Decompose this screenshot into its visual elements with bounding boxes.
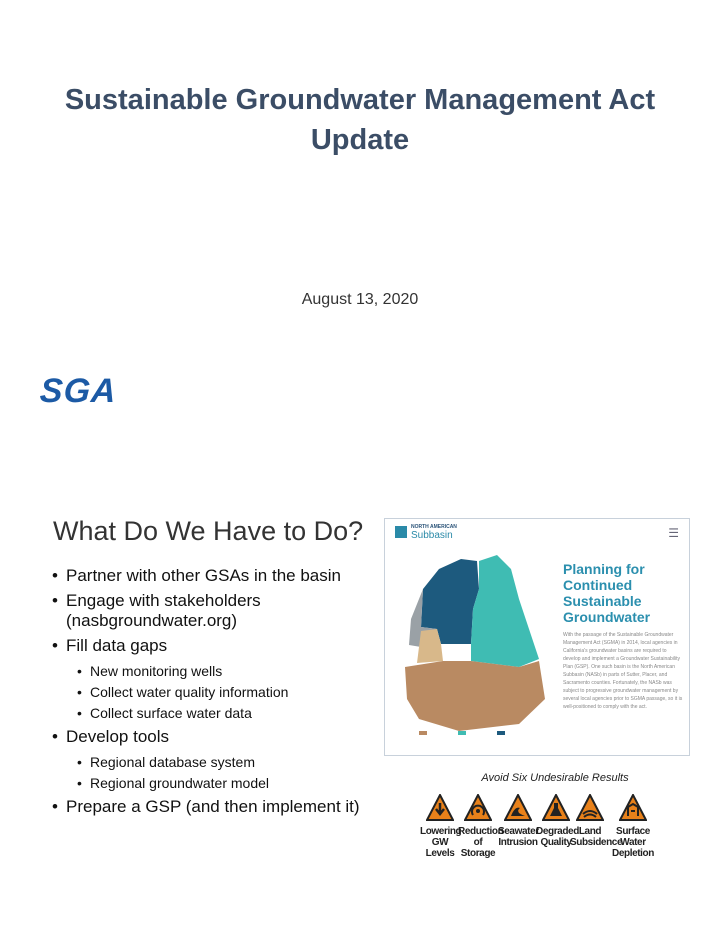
result-label: Lowering	[420, 826, 462, 837]
map-region-teal	[471, 555, 539, 667]
bullet-item	[52, 727, 382, 793]
site-body-text: With the passage of the Sustainable Groundwater Management Act (SGMA) in 2014, local agencies in California's groundwater basins are required to develop and implement a Groundwater Sustainability Plan (GSP). One such basin is the North American Subbasin (NASb) in parts of Sutter, Placer, and Sacramento counties. Fortunately, the NASb was subject to progressive groundwater management by several local agencies prior to SGMA passage, so it is well-positioned to comply with the act.	[563, 632, 683, 710]
sga-logo: SGA	[38, 372, 119, 410]
result-item	[498, 794, 538, 848]
result-label: Surface Water	[616, 826, 650, 848]
slide-date: August 13, 2020	[301, 291, 419, 308]
bullet-text: • Engage with stakeholders (nasbgroundwater.org)	[52, 591, 382, 631]
result-label: Subsidence	[570, 837, 623, 848]
subbasin-map	[399, 549, 559, 739]
bullet-text: • Prepare a GSP (and then implement it)	[52, 797, 382, 817]
results-caption: Avoid Six Undesirable Results	[481, 772, 629, 784]
result-label: Land	[578, 826, 602, 837]
result-label: Depletion	[612, 848, 654, 859]
bullet-text: • Fill data gaps	[52, 636, 382, 656]
result-label: GW Levels	[425, 837, 455, 859]
sub-bullet: • New monitoring wells	[52, 661, 382, 681]
result-label: of Storage	[460, 837, 496, 859]
subbasin-logo-icon	[395, 526, 407, 538]
result-item	[608, 794, 658, 859]
bullet-list	[52, 566, 382, 822]
site-headline: Planning for Continued Sustainable Groundwater	[563, 561, 651, 625]
storage-reduction-icon	[464, 794, 492, 822]
site-brand-top: NORTH AMERICAN	[411, 524, 457, 530]
degraded-quality-icon	[542, 794, 570, 822]
result-item	[420, 794, 460, 859]
sub-bullet: • Collect water quality information	[52, 682, 382, 702]
slide-title: Sustainable Groundwater Management Act Update	[64, 84, 656, 156]
result-label: Degraded	[536, 826, 579, 837]
lowering-levels-icon	[426, 794, 454, 822]
bullet-text: • Develop tools	[52, 727, 382, 747]
bullet-item	[52, 566, 382, 586]
map-region-brown	[405, 661, 545, 731]
sub-bullet: • Collect surface water data	[52, 703, 382, 723]
result-label: Seawater	[498, 826, 539, 837]
bullet-item	[52, 797, 382, 817]
hamburger-menu-icon: ☰	[668, 526, 679, 540]
result-label: Reduction	[458, 826, 504, 837]
website-screenshot	[384, 518, 690, 756]
surface-depletion-icon	[619, 794, 647, 822]
result-item	[458, 794, 504, 859]
bullet-item	[52, 591, 382, 631]
bullet-item	[52, 636, 382, 723]
map-legend	[419, 731, 559, 736]
section-title: What Do We Have to Do?	[53, 516, 364, 546]
site-brand-bottom: Subbasin	[411, 530, 453, 541]
sub-bullet: • Regional database system	[52, 752, 382, 772]
seawater-intrusion-icon	[504, 794, 532, 822]
result-label: Quality	[540, 837, 572, 848]
result-label: Intrusion	[498, 837, 538, 848]
bullet-text: • Partner with other GSAs in the basin	[52, 566, 382, 586]
result-item	[570, 794, 623, 848]
sub-bullet: • Regional groundwater model	[52, 773, 382, 793]
land-subsidence-icon	[576, 794, 604, 822]
